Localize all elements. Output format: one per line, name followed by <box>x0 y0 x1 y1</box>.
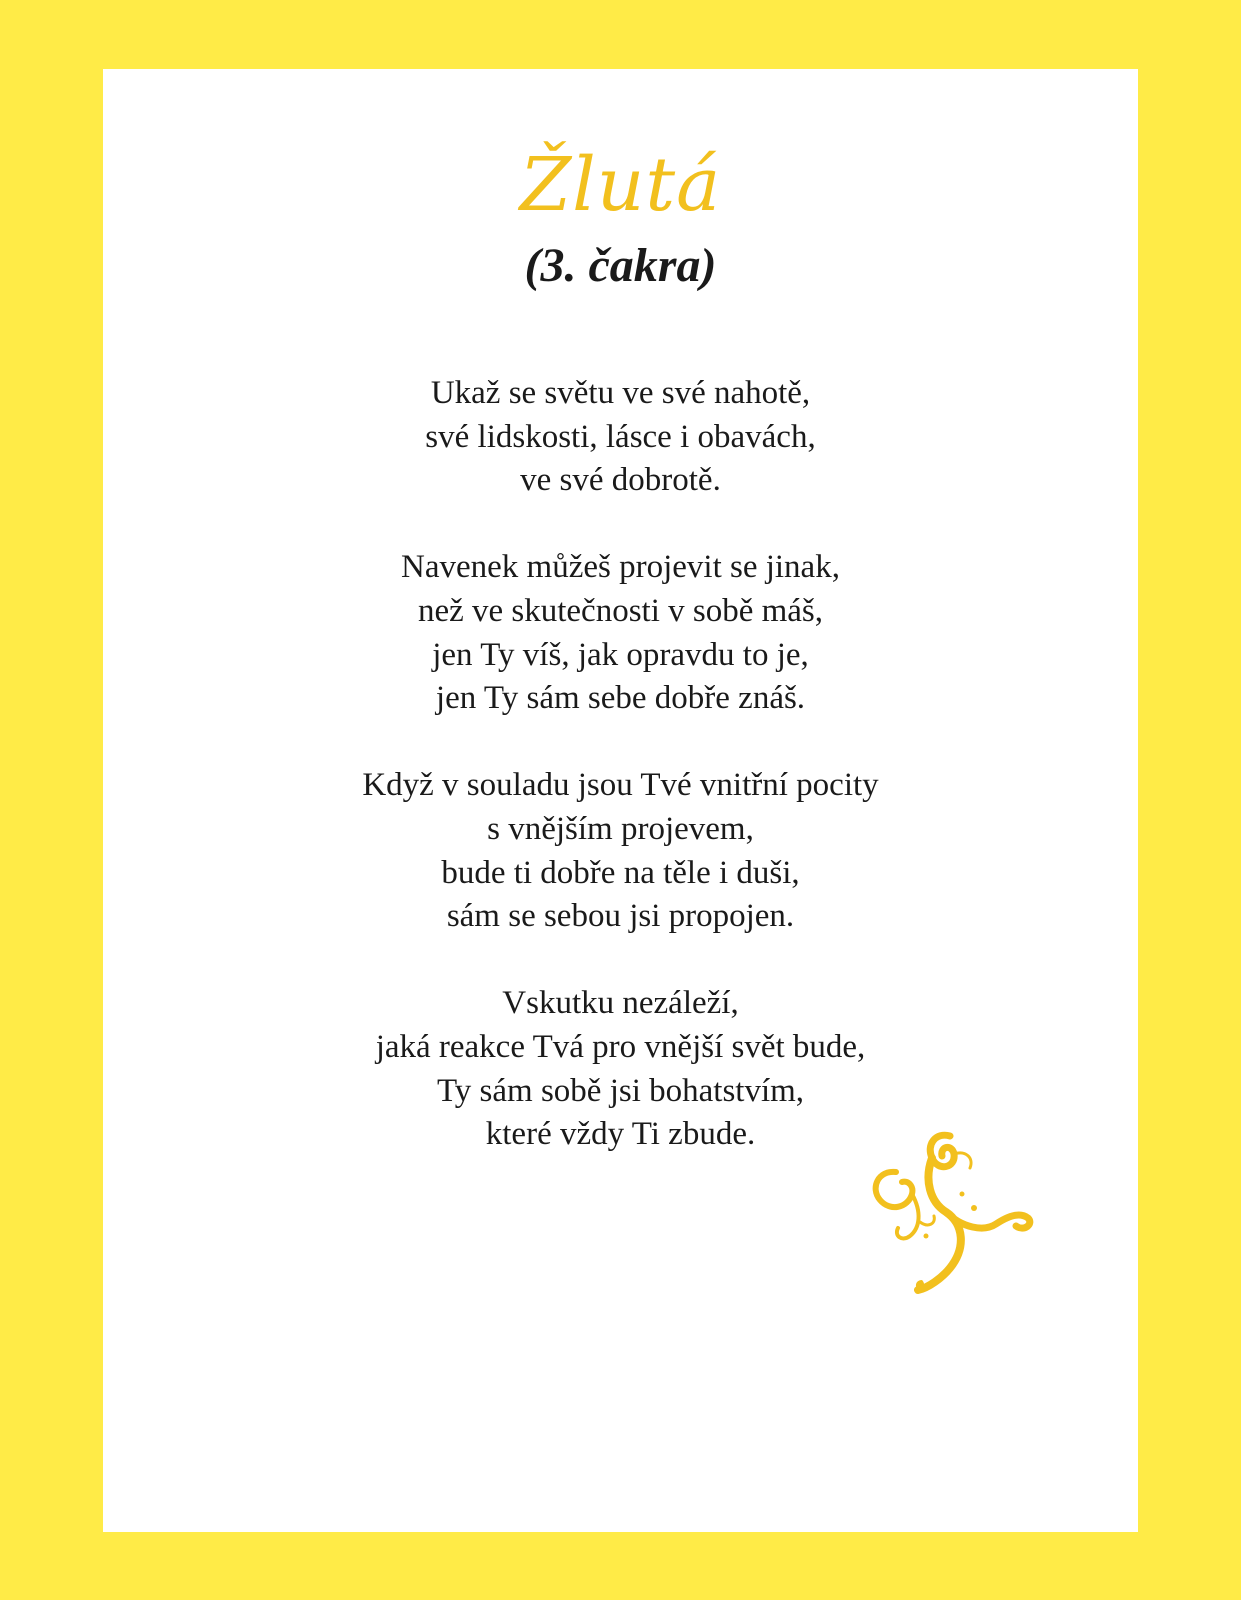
page-subtitle: (3. čakra) <box>524 239 717 292</box>
page-title: Žlutá <box>519 142 722 228</box>
stanza-1 <box>0 372 1241 503</box>
poem-line: než ve skutečnosti v sobě máš, <box>417 592 824 629</box>
poem-line: které vždy Ti zbude. <box>485 1116 756 1153</box>
stanza-3 <box>0 764 1241 938</box>
poem-line: Když v souladu jsou Tvé vnitřní pocity <box>362 767 879 804</box>
poem-line: ve své dobrotě. <box>520 462 721 499</box>
flourish-ornament-icon <box>866 1128 1036 1298</box>
poem-line: Ukaž se světu ve své nahotě, <box>430 375 811 411</box>
poem-line: Vskutku nezáleží, <box>502 985 739 1022</box>
poem <box>0 372 1241 1200</box>
poem-line: jaká reakce Tvá pro vnější svět bude, <box>375 1028 866 1065</box>
poem-line: své lidskosti, lásce i obavách, <box>425 418 816 455</box>
poem-line: bude ti dobře na těle i duši, <box>441 854 800 891</box>
poem-line: jen Ty víš, jak opravdu to je, <box>432 636 809 673</box>
stanza-4 <box>0 982 1241 1156</box>
poem-line: Ty sám sobě jsi bohatstvím, <box>436 1072 805 1109</box>
poem-line: s vnějším projevem, <box>487 810 754 847</box>
stanza-2 <box>0 546 1241 720</box>
poem-line: sám se sebou jsi propojen. <box>446 898 795 935</box>
poem-line: Navenek můžeš projevit se jinak, <box>401 549 840 586</box>
poem-line: jen Ty sám sebe dobře znáš. <box>435 680 806 717</box>
